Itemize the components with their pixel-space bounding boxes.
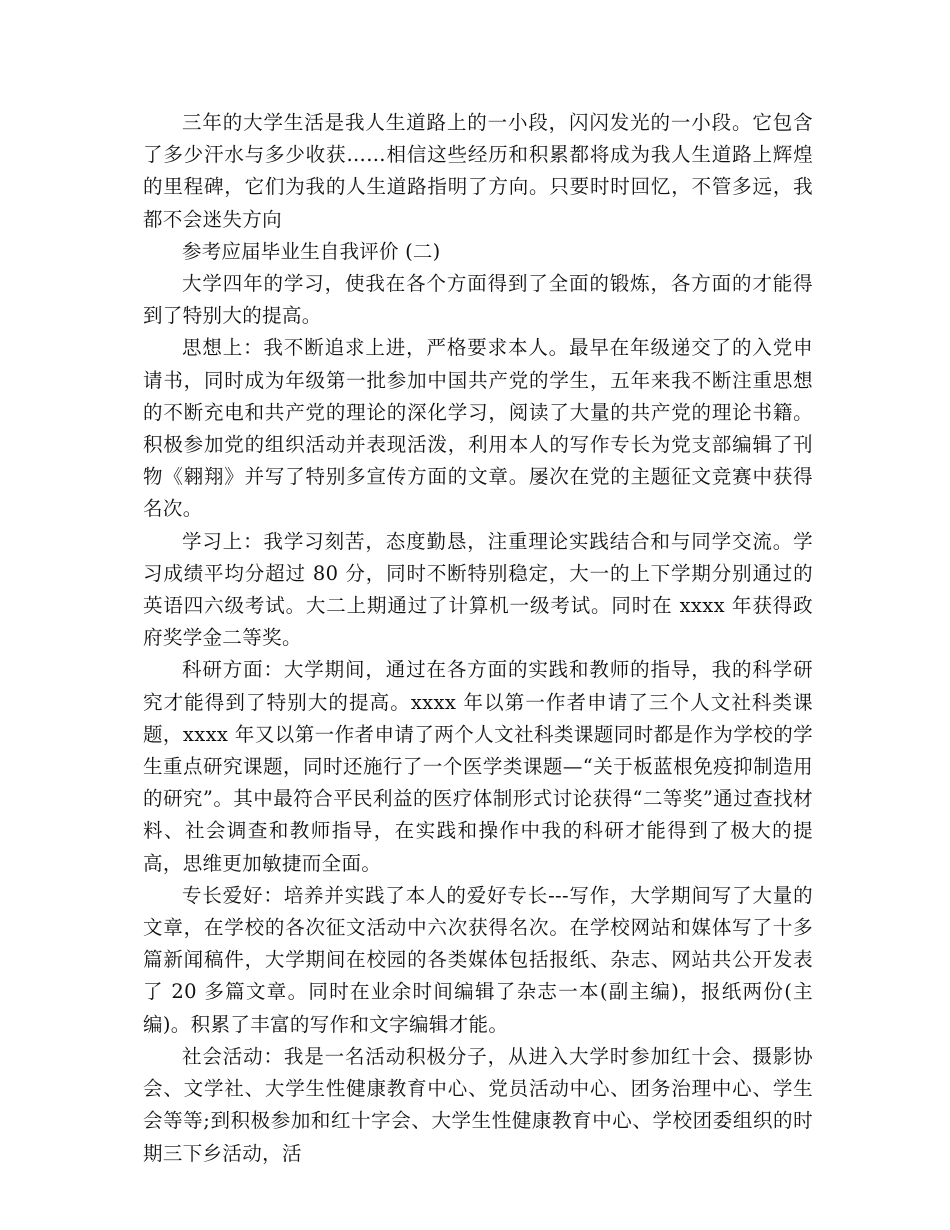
paragraph-overview: 大学四年的学习，使我在各个方面得到了全面的锻炼，各方面的才能得到了特别大的提高。 xyxy=(143,272,813,328)
paragraph-social-activities: 社会活动：我是一名活动积极分子，从进入大学时参加红十会、摄影协会、文学社、大学生性健康教育中心、党员活动中心、团务治理中心、学生会等等;到积极参加和红十字会、大学生性健康教育中心、学校团委组织的时期三下乡活动，活 xyxy=(143,1044,813,1165)
paragraph-study: 学习上：我学习刻苦，态度勤恳，注重理论实践结合和与同学交流。学习成绩平均分超过 80 分，同时不断特别稳定，大一的上下学期分别通过的英语四六级考试。大二上期通过了计算机一级考试。同时在 xxxx 年获得政府奖学金二等奖。 xyxy=(143,529,813,650)
paragraph-research: 科研方面：大学期间，通过在各方面的实践和教师的指导，我的科学研究才能得到了特别大的提高。xxxx 年以第一作者申请了三个人文社科类课题，xxxx 年又以第一作者申请了两个人文社科类课题同时都是作为学校的学生重点研究课题，同时还施行了一个医学类课题—“关于板蓝根免疫抑制造用的研究”。其中最符合平民利益的医疗体制形式讨论获得“二等奖”通过查找材料、社会调查和教师指导，在实践和操作中我的科研才能得到了极大的提高，思维更加敏捷而全面。 xyxy=(143,658,813,875)
section-heading: 参考应届毕业生自我评价 (二) xyxy=(182,239,441,263)
paragraph-hobbies: 专长爱好：培养并实践了本人的爱好专长---写作，大学期间写了大量的文章，在学校的各次征文活动中六次获得名次。在学校网站和媒体写了十多篇新闻稿件，大学期间在校园的各类媒体包括报纸、杂志、网站共公开发表了 20 多篇文章。同时在业余时间编辑了杂志一本(副主编)，报纸两份(主编)。积累了丰富的写作和文字编辑才能。 xyxy=(143,883,813,1036)
document-body xyxy=(143,107,813,1170)
paragraph-intro-conclusion: 三年的大学生活是我人生道路上的一小段，闪闪发光的一小段。它包含了多少汗水与多少收获……相信这些经历和积累都将成为我人生道路上辉煌的里程碑，它们为我的人生道路指明了方向。只要时时回忆，不管多远，我都不会迷失方向 xyxy=(143,111,813,231)
paragraph-ideology: 思想上：我不断追求上进，严格要求本人。最早在年级递交了的入党申请书，同时成为年级第一批参加中国共产党的学生，五年来我不断注重思想的不断充电和共产党的理论的深化学习，阅读了大量的共产党的理论书籍。积极参加党的组织活动并表现活泼，利用本人的写作专长为党支部编辑了刊物《翱翔》并写了特别多宣传方面的文章。屡次在党的主题征文竞赛中获得名次。 xyxy=(143,336,813,521)
